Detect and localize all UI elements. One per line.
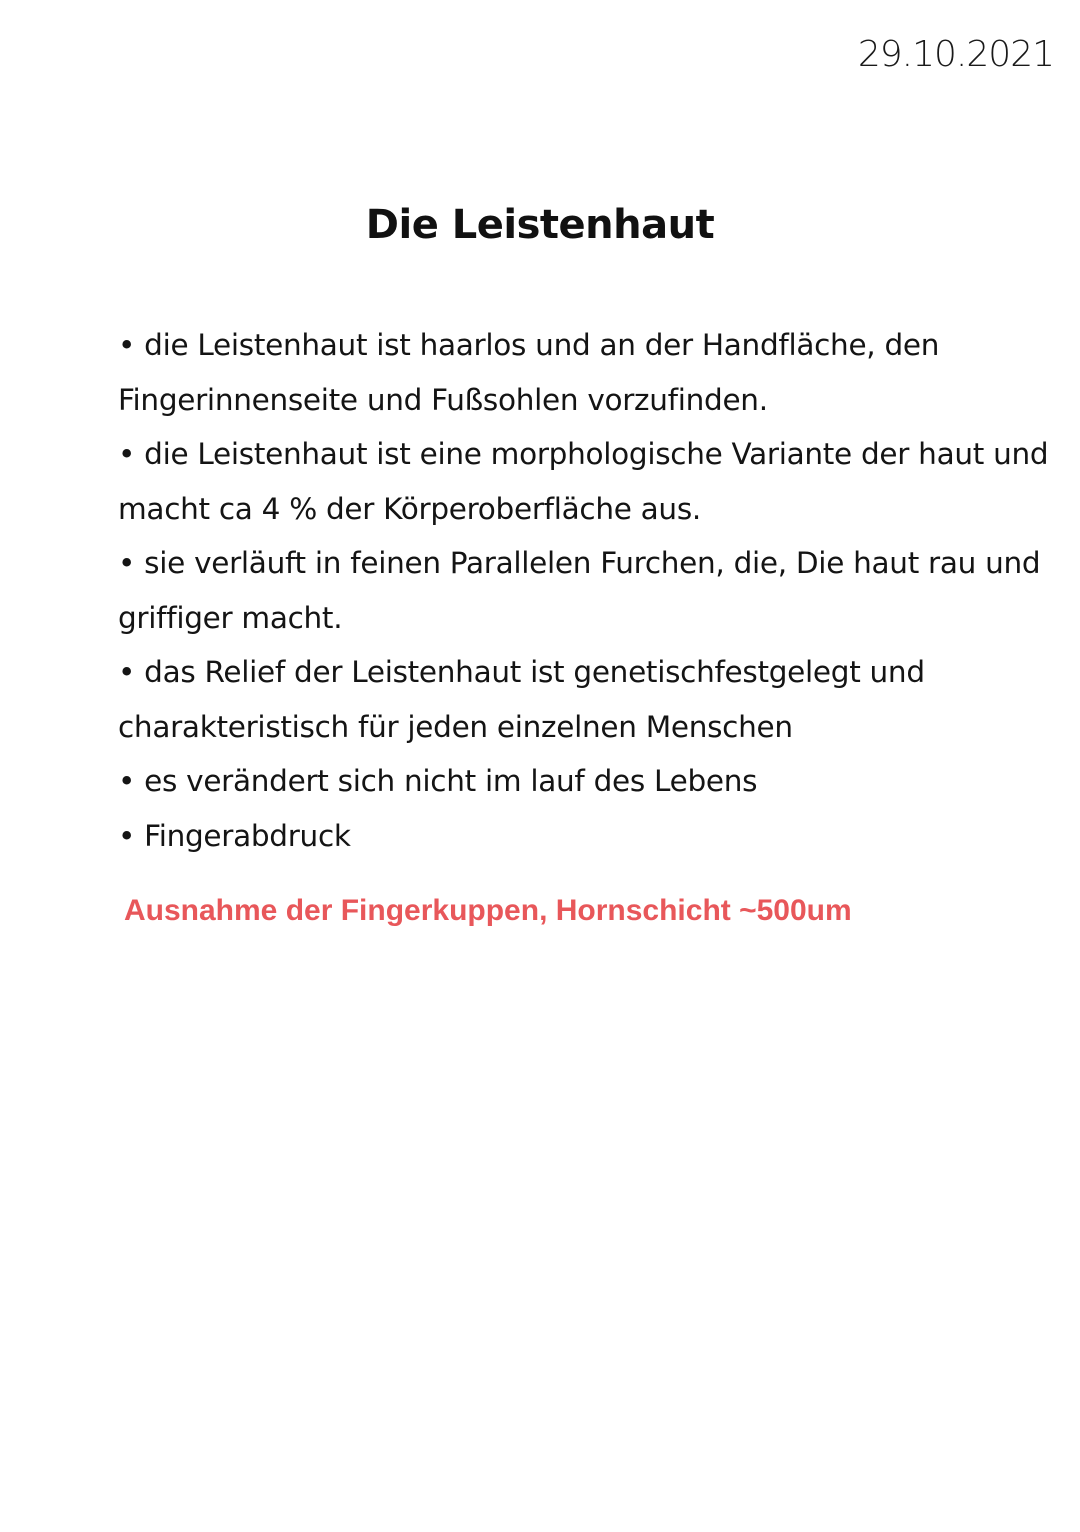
page-title: Die Leistenhaut — [365, 202, 715, 248]
notes-body — [118, 318, 1049, 863]
note-line: • es verändert sich nicht im lauf des Lebens — [118, 764, 758, 798]
date: 29.10.2021 — [857, 34, 1054, 75]
note-line: • das Relief der Leistenhaut ist genetischfestgelegt und — [118, 655, 925, 689]
note-line: charakteristisch für jeden einzelnen Menschen — [118, 709, 793, 744]
highlight-note: Ausnahme der Fingerkuppen, Hornschicht ~500um — [124, 894, 852, 927]
note-line: • die Leistenhaut ist eine morphologische Variante der haut und — [118, 437, 1049, 471]
note-line: • die Leistenhaut ist haarlos und an der Handfläche, den — [118, 328, 940, 362]
note-line: Fingerinnenseite und Fußsohlen vorzufinden. — [118, 382, 768, 417]
note-line: macht ca 4 % der Körperoberfläche aus. — [118, 491, 701, 526]
note-line: • sie verläuft in feinen Parallelen Furchen, die, Die haut rau und — [118, 546, 1041, 580]
note-line: • Fingerabdruck — [118, 818, 351, 853]
note-line: griffiger macht. — [118, 600, 343, 635]
